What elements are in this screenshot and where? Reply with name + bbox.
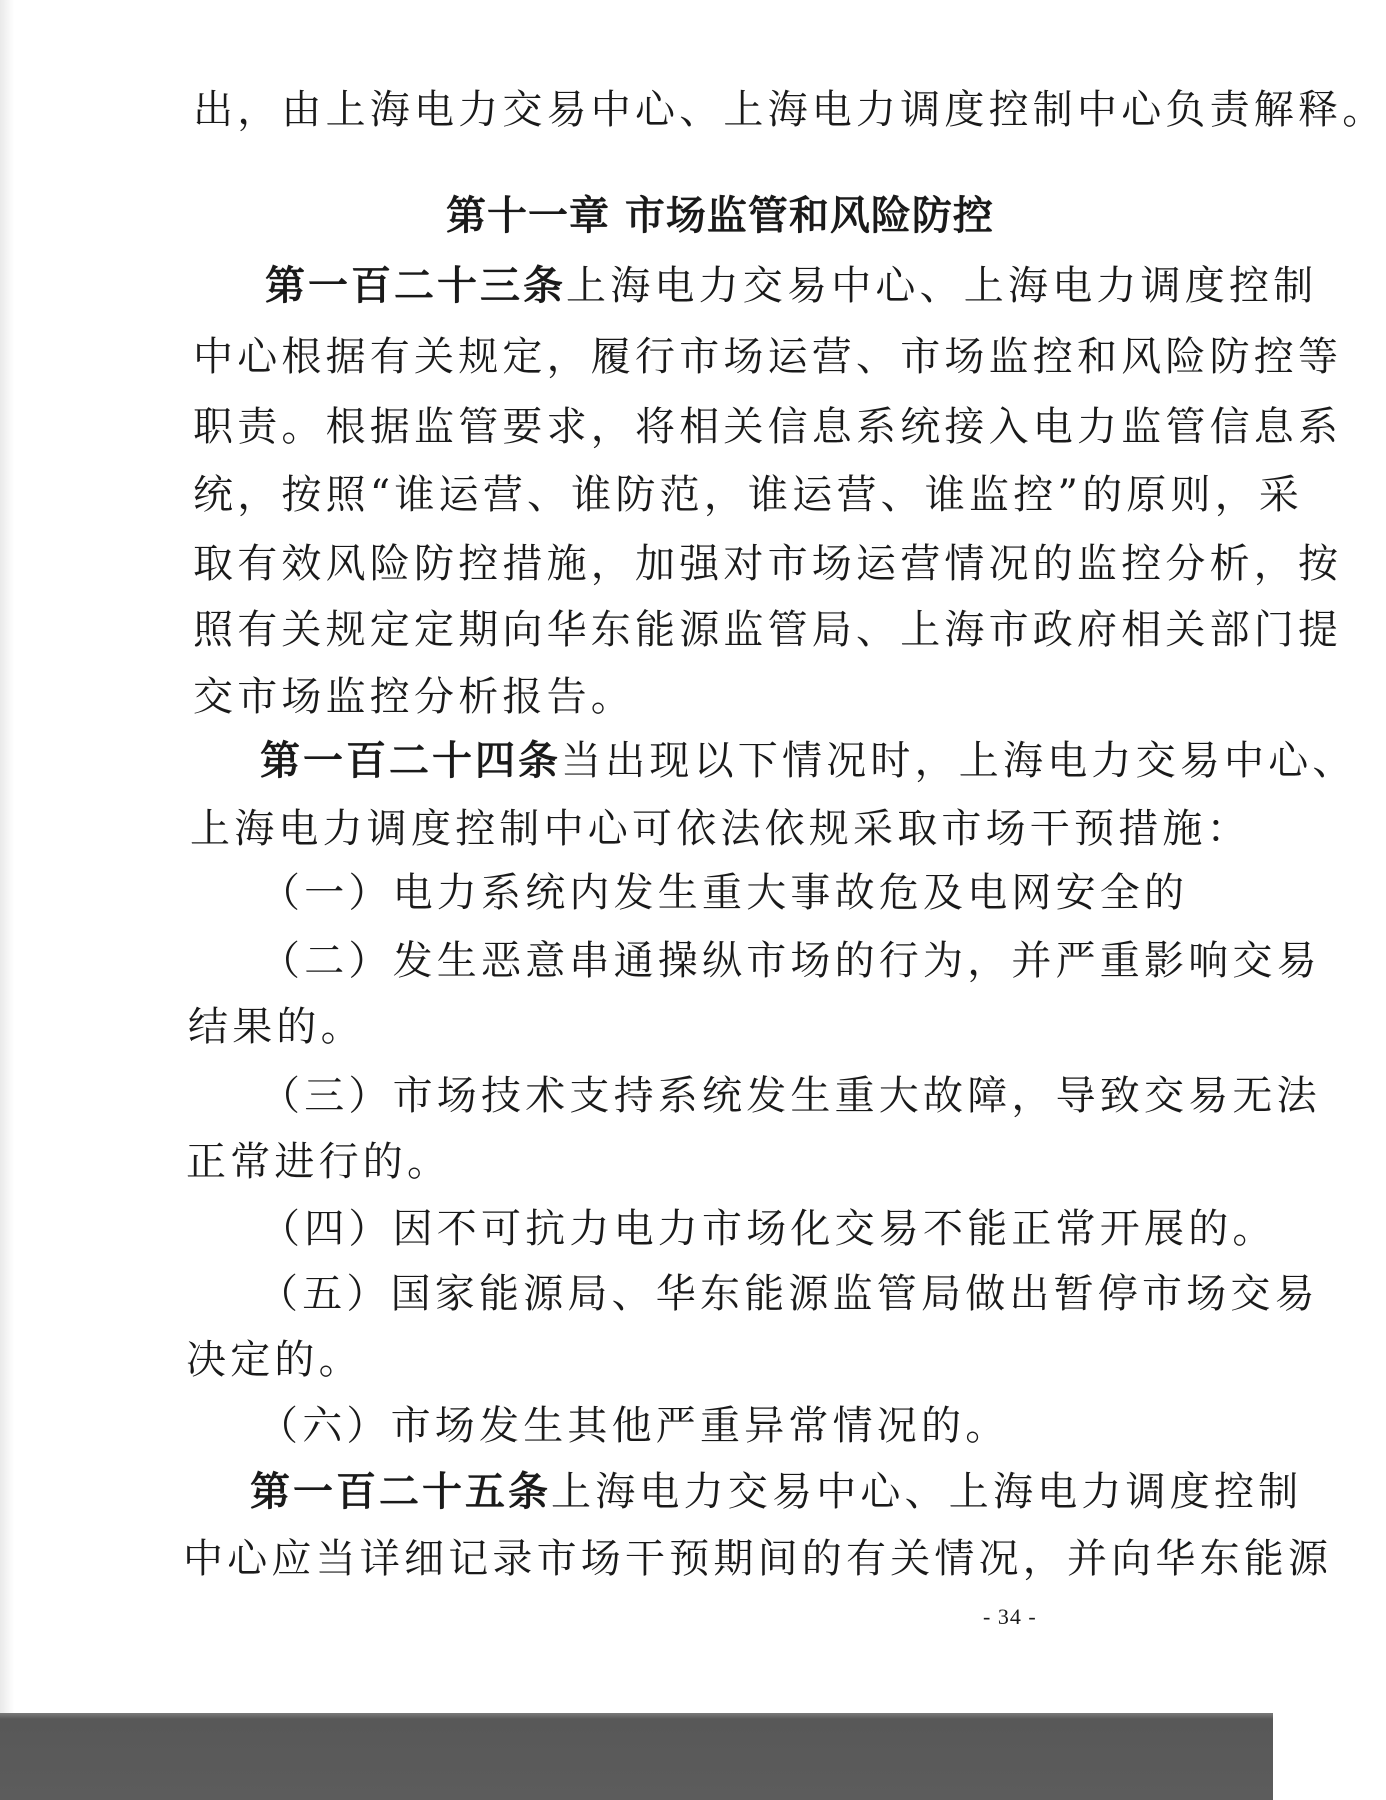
item-3-line-1: （三）市场技术支持系统发生重大故障，导致交易无法 (260, 1073, 1321, 1119)
scan-bottom-band (0, 1713, 1273, 1800)
continuation-line: 出，由上海电力交易中心、上海电力调度控制中心负责解释。 (193, 87, 1386, 133)
article-123-line-7: 交市场监控分析报告。 (193, 674, 635, 720)
article-124-text-1: 当出现以下情况时，上海电力交易中心、 (561, 738, 1357, 784)
article-123-line-3: 职责。根据监管要求，将相关信息系统接入电力监管信息系 (193, 404, 1343, 450)
item-4: （四）因不可抗力电力市场化交易不能正常开展的。 (260, 1206, 1277, 1252)
article-125-line-2: 中心应当详细记录市场干预期间的有关情况，并向华东能源 (183, 1536, 1333, 1582)
article-125-line-1 (250, 1468, 1302, 1516)
article-123-text-1: 上海电力交易中心、上海电力调度控制 (566, 263, 1318, 309)
item-5-line-1: （五）国家能源局、华东能源监管局做出暂停市场交易 (258, 1271, 1319, 1317)
article-125-title: 第一百二十五条 (250, 1469, 551, 1515)
article-123-line-2: 中心根据有关规定，履行市场运营、市场监控和风险防控等 (193, 334, 1343, 380)
article-125-text-1: 上海电力交易中心、上海电力调度控制 (551, 1469, 1303, 1515)
item-2-line-2: 结果的。 (188, 1004, 365, 1050)
article-123-title: 第一百二十三条 (265, 263, 566, 309)
item-3-line-2: 正常进行的。 (186, 1139, 452, 1185)
chapter-title: 第十一章 市场监管和风险防控 (446, 193, 994, 239)
article-124-line-1 (260, 737, 1357, 785)
item-2-line-1: （二）发生恶意串通操纵市场的行为，并严重影响交易 (260, 938, 1321, 984)
article-123-line-6: 照有关规定定期向华东能源监管局、上海市政府相关部门提 (193, 607, 1343, 653)
item-6: （六）市场发生其他严重异常情况的。 (258, 1403, 1010, 1449)
scan-edge-shadow (0, 0, 14, 1800)
article-123-line-4: 统，按照“谁运营、谁防范，谁运营、谁监控”的原则，采 (193, 472, 1304, 518)
article-124-title: 第一百二十四条 (260, 738, 561, 784)
article-123-line-5: 取有效风险防控措施，加强对市场运营情况的监控分析，按 (193, 541, 1343, 587)
page-number: - 34 - (983, 1604, 1037, 1629)
item-1: （一）电力系统内发生重大事故危及电网安全的 (260, 870, 1189, 916)
article-124-line-2: 上海电力调度控制中心可依法依规采取市场干预措施： (190, 806, 1251, 852)
article-123-line-1 (265, 262, 1317, 310)
item-5-line-2: 决定的。 (186, 1337, 363, 1383)
